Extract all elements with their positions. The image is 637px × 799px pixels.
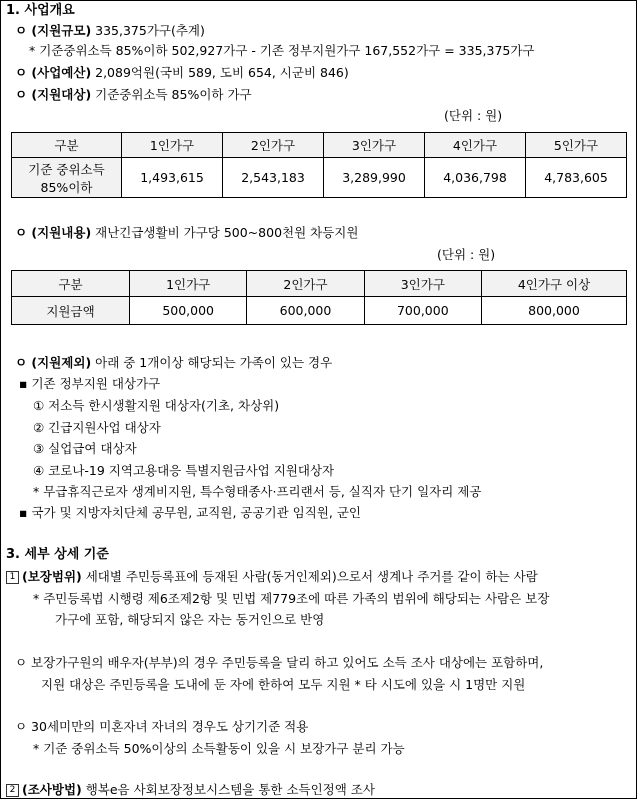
target-value: 기준중위소득 85%이하 가구 bbox=[91, 87, 252, 102]
coverage-label: (보장범위) bbox=[22, 569, 82, 584]
median-income-table bbox=[11, 132, 627, 198]
table1-header: 5인가구 bbox=[526, 133, 627, 158]
unit-label-1: (단위 : 원) bbox=[444, 108, 503, 123]
budget-label: ㅇ (사업예산) bbox=[15, 65, 92, 80]
exclusion-label: ㅇ (지원제외) bbox=[15, 355, 92, 370]
exclusion-item-a: ▪ 기존 정부지원 대상가구 bbox=[19, 376, 161, 391]
exclusion-item-a-note: * 무급휴직근로자 생계비지원, 특수형태종사·프리랜서 등, 실직자 단기 일자리 제공 bbox=[33, 484, 482, 499]
unit-label-2: (단위 : 원) bbox=[437, 247, 496, 262]
table1-row-label-line2: 85%이하 bbox=[40, 179, 93, 195]
spouse-rule-1: ㅇ 보장가구원의 배우자(부부)의 경우 주민등록을 달리 하고 있어도 소득 조사 대상에는 포함하며, bbox=[15, 655, 544, 670]
support-amount-table bbox=[11, 270, 627, 325]
table1-cell: 1,493,615 bbox=[122, 158, 223, 198]
exclusion bbox=[15, 355, 332, 371]
child-rule-2: * 기준 중위소득 50%이상의 소득활동이 있을 시 보장가구 분리 가능 bbox=[33, 741, 405, 756]
exclusion-value: 아래 중 1개이상 해당되는 가족이 있는 경우 bbox=[91, 355, 333, 370]
table1-cell: 2,543,183 bbox=[223, 158, 324, 198]
table2-header: 4인가구 이상 bbox=[482, 271, 627, 297]
target-label: ㅇ (지원대상) bbox=[15, 87, 92, 102]
coverage bbox=[6, 569, 538, 585]
survey-method bbox=[6, 782, 375, 798]
table2-header: 1인가구 bbox=[130, 271, 247, 297]
support-content-value: 재난긴급생활비 가구당 500~800천원 차등지원 bbox=[91, 225, 359, 240]
table2-header: 2인가구 bbox=[247, 271, 364, 297]
support-content bbox=[15, 225, 358, 241]
target bbox=[15, 87, 252, 103]
coverage-note-1: * 주민등록법 시행령 제6조제2항 및 민법 제779조에 따른 가족의 범위에 해당되는 사람은 보장 bbox=[33, 591, 550, 606]
table1-header: 3인가구 bbox=[324, 133, 425, 158]
table2-cell: 500,000 bbox=[130, 297, 247, 325]
table2-cell: 700,000 bbox=[364, 297, 481, 325]
table1-header: 4인가구 bbox=[425, 133, 526, 158]
support-scale-note: * 기준중위소득 85%이하 502,927가구 - 기존 정부지원가구 167,552가구 = 335,375가구 bbox=[29, 43, 535, 58]
table1-header: 1인가구 bbox=[122, 133, 223, 158]
item-number-box: 1 bbox=[6, 571, 19, 584]
child-rule-1: ㅇ 30세미만의 미혼자녀 자녀의 경우도 상기기준 적용 bbox=[15, 719, 309, 734]
exclusion-item-b: ▪ 국가 및 지방자치단체 공무원, 교직원, 공공기관 임직원, 군인 bbox=[19, 505, 361, 520]
table2-header: 3인가구 bbox=[364, 271, 481, 297]
support-scale bbox=[15, 23, 205, 39]
support-scale-label: ㅇ (지원규모) bbox=[15, 23, 92, 38]
table1-row-label bbox=[12, 158, 122, 198]
section-1-title: 1. 사업개요 bbox=[6, 3, 75, 18]
support-scale-value: 335,375가구(추계) bbox=[91, 23, 205, 38]
section-3-title: 3. 세부 상세 기준 bbox=[6, 547, 109, 562]
table1-row-label-line1: 기준 중위소득 bbox=[28, 161, 105, 177]
table1-cell: 3,289,990 bbox=[324, 158, 425, 198]
budget bbox=[15, 65, 349, 81]
table2-cell: 800,000 bbox=[482, 297, 627, 325]
exclusion-item-a1: ① 저소득 한시생활지원 대상자(기초, 차상위) bbox=[33, 398, 280, 413]
item-number-box: 2 bbox=[6, 784, 19, 797]
table1-cell: 4,036,798 bbox=[425, 158, 526, 198]
coverage-value: 세대별 주민등록표에 등재된 사람(동거인제외)으로서 생계나 주거를 같이 하는 사람 bbox=[81, 569, 538, 584]
table2-header: 구분 bbox=[12, 271, 130, 297]
table2-row-label: 지원금액 bbox=[12, 297, 130, 325]
exclusion-item-a3: ③ 실업급여 대상자 bbox=[33, 441, 137, 456]
table1-header: 2인가구 bbox=[223, 133, 324, 158]
spouse-rule-2: 지원 대상은 주민등록을 도내에 둔 자에 한하여 모두 지원 * 타 시도에 있을 시 1명만 지원 bbox=[41, 677, 526, 692]
table2-cell: 600,000 bbox=[247, 297, 364, 325]
table1-header: 구분 bbox=[12, 133, 122, 158]
survey-method-value: 행복e음 사회보장정보시스템을 통한 소득인정액 조사 bbox=[81, 782, 375, 797]
coverage-note-2: 가구에 포함, 해당되지 않은 자는 동거인으로 반영 bbox=[55, 612, 325, 627]
survey-method-label: (조사방법) bbox=[22, 782, 82, 797]
support-content-label: ㅇ (지원내용) bbox=[15, 225, 92, 240]
exclusion-item-a2: ② 긴급지원사업 대상자 bbox=[33, 420, 161, 435]
exclusion-item-a4: ④ 코로나-19 지역고용대응 특별지원금사업 지원대상자 bbox=[33, 463, 335, 478]
table1-cell: 4,783,605 bbox=[526, 158, 627, 198]
budget-value: 2,089억원(국비 589, 도비 654, 시군비 846) bbox=[91, 65, 349, 80]
